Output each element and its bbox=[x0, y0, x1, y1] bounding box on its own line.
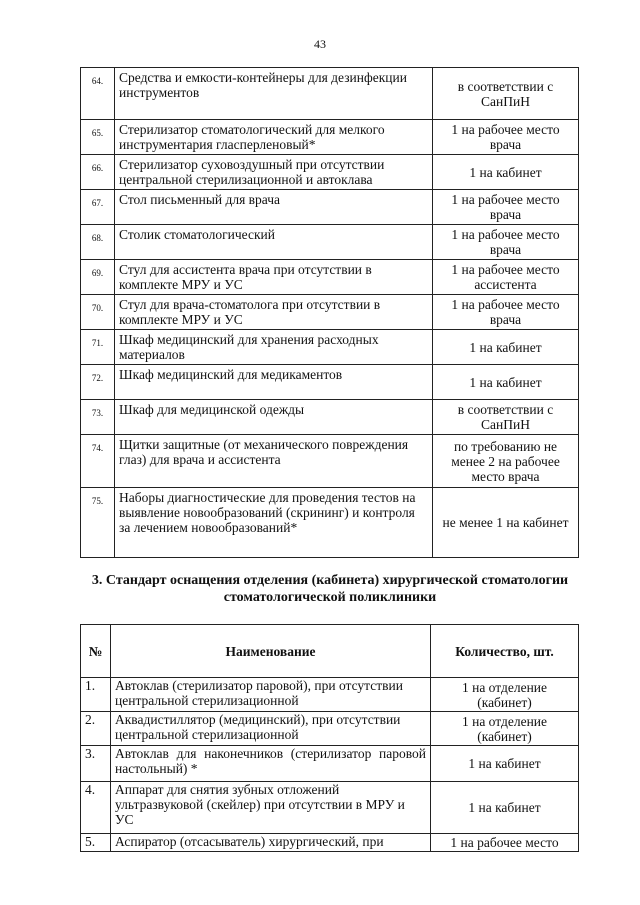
item-name: Шкаф для медицинской одежды bbox=[115, 400, 433, 435]
item-quantity: 1 на рабочее место врача bbox=[433, 225, 579, 260]
equipment-table-continued bbox=[80, 67, 579, 558]
item-quantity: 1 на рабочее место bbox=[431, 834, 579, 852]
item-quantity: 1 на отделение (кабинет) bbox=[431, 678, 579, 712]
item-name: Шкаф медицинский для медикаментов bbox=[115, 365, 433, 400]
row-number: 71. bbox=[81, 330, 115, 365]
column-header-name: Наименование bbox=[111, 625, 431, 678]
row-number: 74. bbox=[81, 435, 115, 488]
item-quantity: 1 на рабочее место ассистента bbox=[433, 260, 579, 295]
row-number: 2. bbox=[81, 712, 111, 746]
item-name: Шкаф медицинский для хранения расходных материалов bbox=[115, 330, 433, 365]
item-name: Стерилизатор суховоздушный при отсутствии центральной стерилизационной и автоклава bbox=[115, 155, 433, 190]
table-row bbox=[81, 260, 579, 295]
table-row bbox=[81, 678, 579, 712]
item-quantity: 1 на рабочее место врача bbox=[433, 190, 579, 225]
page-number: 43 bbox=[314, 37, 326, 51]
row-number: 75. bbox=[81, 488, 115, 558]
item-name: Стерилизатор стоматологический для мелкого инструментария гласперленовый* bbox=[115, 120, 433, 155]
item-quantity: 1 на отделение (кабинет) bbox=[431, 712, 579, 746]
row-number: 69. bbox=[81, 260, 115, 295]
surgical-dentistry-equipment-table bbox=[80, 624, 579, 852]
item-quantity: в соответствии с СанПиН bbox=[433, 400, 579, 435]
table-row bbox=[81, 782, 579, 834]
column-header-quantity: Количество, шт. bbox=[431, 625, 579, 678]
item-name: Средства и емкости-контейнеры для дезинфекции инструментов bbox=[115, 68, 433, 120]
item-name: Столик стоматологический bbox=[115, 225, 433, 260]
item-quantity: 1 на кабинет bbox=[433, 365, 579, 400]
table-row bbox=[81, 120, 579, 155]
table-row bbox=[81, 295, 579, 330]
table-row bbox=[81, 190, 579, 225]
table-row bbox=[81, 488, 579, 558]
item-name: Аквадистиллятор (медицинский), при отсутствии центральной стерилизационной bbox=[111, 712, 431, 746]
table-row bbox=[81, 365, 579, 400]
row-number: 66. bbox=[81, 155, 115, 190]
item-quantity: 1 на кабинет bbox=[431, 782, 579, 834]
table-row bbox=[81, 746, 579, 782]
item-name: Стол письменный для врача bbox=[115, 190, 433, 225]
table-row bbox=[81, 330, 579, 365]
item-name: Щитки защитные (от механического повреждения глаз) для врача и ассистента bbox=[115, 435, 433, 488]
row-number: 72. bbox=[81, 365, 115, 400]
section-heading: 3. Стандарт оснащения отделения (кабинета) хирургической стоматологии стоматологической поликлиники bbox=[91, 573, 569, 605]
row-number: 70. bbox=[81, 295, 115, 330]
table-row bbox=[81, 225, 579, 260]
item-quantity: 1 на рабочее место врача bbox=[433, 295, 579, 330]
row-number: 4. bbox=[81, 782, 111, 834]
table-row bbox=[81, 712, 579, 746]
item-quantity: 1 на кабинет bbox=[431, 746, 579, 782]
table-row bbox=[81, 400, 579, 435]
table-row bbox=[81, 834, 579, 852]
item-name: Автоклав (стерилизатор паровой), при отсутствии центральной стерилизационной bbox=[111, 678, 431, 712]
row-number: 5. bbox=[81, 834, 111, 852]
item-name: Аппарат для снятия зубных отложений ультразвуковой (скейлер) при отсутствии в МРУ и УС bbox=[111, 782, 431, 834]
row-number: 67. bbox=[81, 190, 115, 225]
table-header-row bbox=[81, 625, 579, 678]
table-row bbox=[81, 155, 579, 190]
column-header-number: № bbox=[81, 625, 111, 678]
table-row bbox=[81, 68, 579, 120]
item-quantity: в соответствии с СанПиН bbox=[433, 68, 579, 120]
row-number: 65. bbox=[81, 120, 115, 155]
row-number: 1. bbox=[81, 678, 111, 712]
item-name: Стул для ассистента врача при отсутствии в комплекте МРУ и УС bbox=[115, 260, 433, 295]
item-quantity: по требованию не менее 2 на рабочее место врача bbox=[433, 435, 579, 488]
item-name: Аспиратор (отсасыватель) хирургический, при bbox=[111, 834, 431, 852]
item-quantity: 1 на кабинет bbox=[433, 330, 579, 365]
row-number: 64. bbox=[81, 68, 115, 120]
item-name: Автоклав для наконечников (стерилизатор паровой настольный) * bbox=[111, 746, 431, 782]
item-quantity: 1 на рабочее место врача bbox=[433, 120, 579, 155]
table-row bbox=[81, 435, 579, 488]
row-number: 68. bbox=[81, 225, 115, 260]
item-quantity: 1 на кабинет bbox=[433, 155, 579, 190]
item-name: Наборы диагностические для проведения тестов на выявление новообразований (скрининг) и контроля за лечением новообразований* bbox=[115, 488, 433, 558]
row-number: 73. bbox=[81, 400, 115, 435]
row-number: 3. bbox=[81, 746, 111, 782]
item-quantity: не менее 1 на кабинет bbox=[433, 488, 579, 558]
item-name: Стул для врача-стоматолога при отсутствии в комплекте МРУ и УС bbox=[115, 295, 433, 330]
